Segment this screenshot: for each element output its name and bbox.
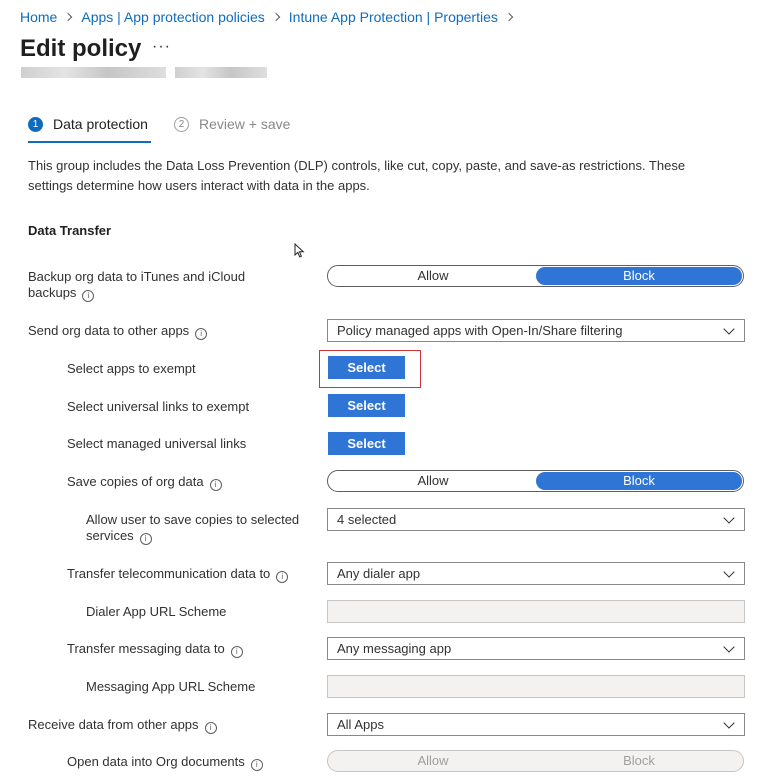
select-exempt-apps-button[interactable]: Select (328, 356, 405, 379)
toggle-block: Block (623, 753, 655, 768)
info-icon[interactable]: i (210, 479, 222, 491)
save-copies-toggle[interactable] (327, 470, 744, 492)
info-icon[interactable]: i (251, 759, 263, 771)
select-universal-links-button[interactable]: Select (328, 394, 405, 417)
receive-data-label: Receive data from other apps i (28, 717, 217, 734)
receive-data-dropdown[interactable]: All Apps (327, 713, 745, 736)
open-into-org-toggle (327, 750, 744, 772)
send-org-data-dropdown[interactable]: Policy managed apps with Open-In/Share filtering (327, 319, 745, 342)
telecom-dropdown[interactable]: Any dialer app (327, 562, 745, 585)
open-into-org-label: Open data into Org documents i (67, 754, 263, 771)
section-title: Data Transfer (28, 223, 112, 238)
messaging-scheme-input[interactable] (327, 675, 745, 698)
chevron-down-icon (723, 717, 734, 728)
allow-save-services-dropdown[interactable]: 4 selected (327, 508, 745, 531)
info-icon[interactable]: i (231, 646, 243, 658)
breadcrumb-app-protection-policies[interactable]: Apps | App protection policies (81, 9, 265, 25)
toggle-block[interactable]: Block (536, 472, 742, 490)
tab-review-save[interactable] (174, 116, 290, 132)
chevron-right-icon (505, 13, 513, 21)
select-managed-links-button[interactable]: Select (328, 432, 405, 455)
chevron-down-icon (723, 323, 734, 334)
info-icon[interactable]: i (82, 290, 94, 302)
redacted-subtitle (21, 67, 166, 78)
toggle-allow: Allow (417, 753, 449, 768)
messaging-label: Transfer messaging data to i (67, 641, 243, 658)
step-number-badge: 1 (28, 117, 43, 132)
managed-links-label: Select managed universal links (67, 436, 247, 451)
backup-label: Backup org data to iTunes and iCloud backups i (28, 269, 246, 300)
chevron-down-icon (723, 641, 734, 652)
tab-data-protection[interactable] (28, 116, 148, 132)
messaging-scheme-label: Messaging App URL Scheme (86, 679, 256, 694)
backup-toggle[interactable] (327, 265, 744, 287)
telecom-label: Transfer telecommunication data to i (67, 566, 288, 583)
universal-links-label: Select universal links to exempt (67, 399, 250, 414)
chevron-down-icon (723, 566, 734, 577)
breadcrumb (20, 9, 522, 25)
active-tab-indicator (28, 141, 151, 143)
page-title: Edit policy (20, 35, 142, 62)
breadcrumb-home[interactable]: Home (20, 9, 58, 25)
chevron-right-icon (64, 13, 72, 21)
messaging-dropdown[interactable]: Any messaging app (327, 637, 745, 660)
section-description: This group includes the Data Loss Prevention (DLP) controls, like cut, copy, paste, and save-as restrictions. These settings determine how users interact with data in the apps. (28, 158, 686, 193)
info-icon[interactable]: i (140, 533, 152, 545)
allow-save-services-label: Allow user to save copies to selected services i (86, 512, 300, 543)
chevron-down-icon (723, 512, 734, 523)
step-number-badge: 2 (174, 117, 189, 132)
send-org-data-label: Send org data to other apps i (28, 323, 207, 340)
info-icon[interactable]: i (276, 571, 288, 583)
toggle-allow[interactable]: Allow (417, 268, 449, 283)
toggle-block[interactable]: Block (536, 267, 742, 285)
redacted-subtitle (175, 67, 267, 78)
tab-label: Review + save (199, 116, 291, 132)
dialer-scheme-label: Dialer App URL Scheme (86, 604, 227, 619)
mouse-cursor-icon (294, 243, 305, 258)
info-icon[interactable]: i (205, 722, 217, 734)
toggle-allow[interactable]: Allow (417, 473, 449, 488)
info-icon[interactable]: i (195, 328, 207, 340)
more-options-icon[interactable]: ··· (152, 38, 171, 55)
exempt-apps-label: Select apps to exempt (67, 361, 196, 376)
breadcrumb-properties[interactable]: Intune App Protection | Properties (288, 9, 498, 25)
tab-label: Data protection (53, 116, 148, 132)
dialer-scheme-input[interactable] (327, 600, 745, 623)
save-copies-label: Save copies of org data i (67, 474, 222, 491)
chevron-right-icon (272, 13, 280, 21)
